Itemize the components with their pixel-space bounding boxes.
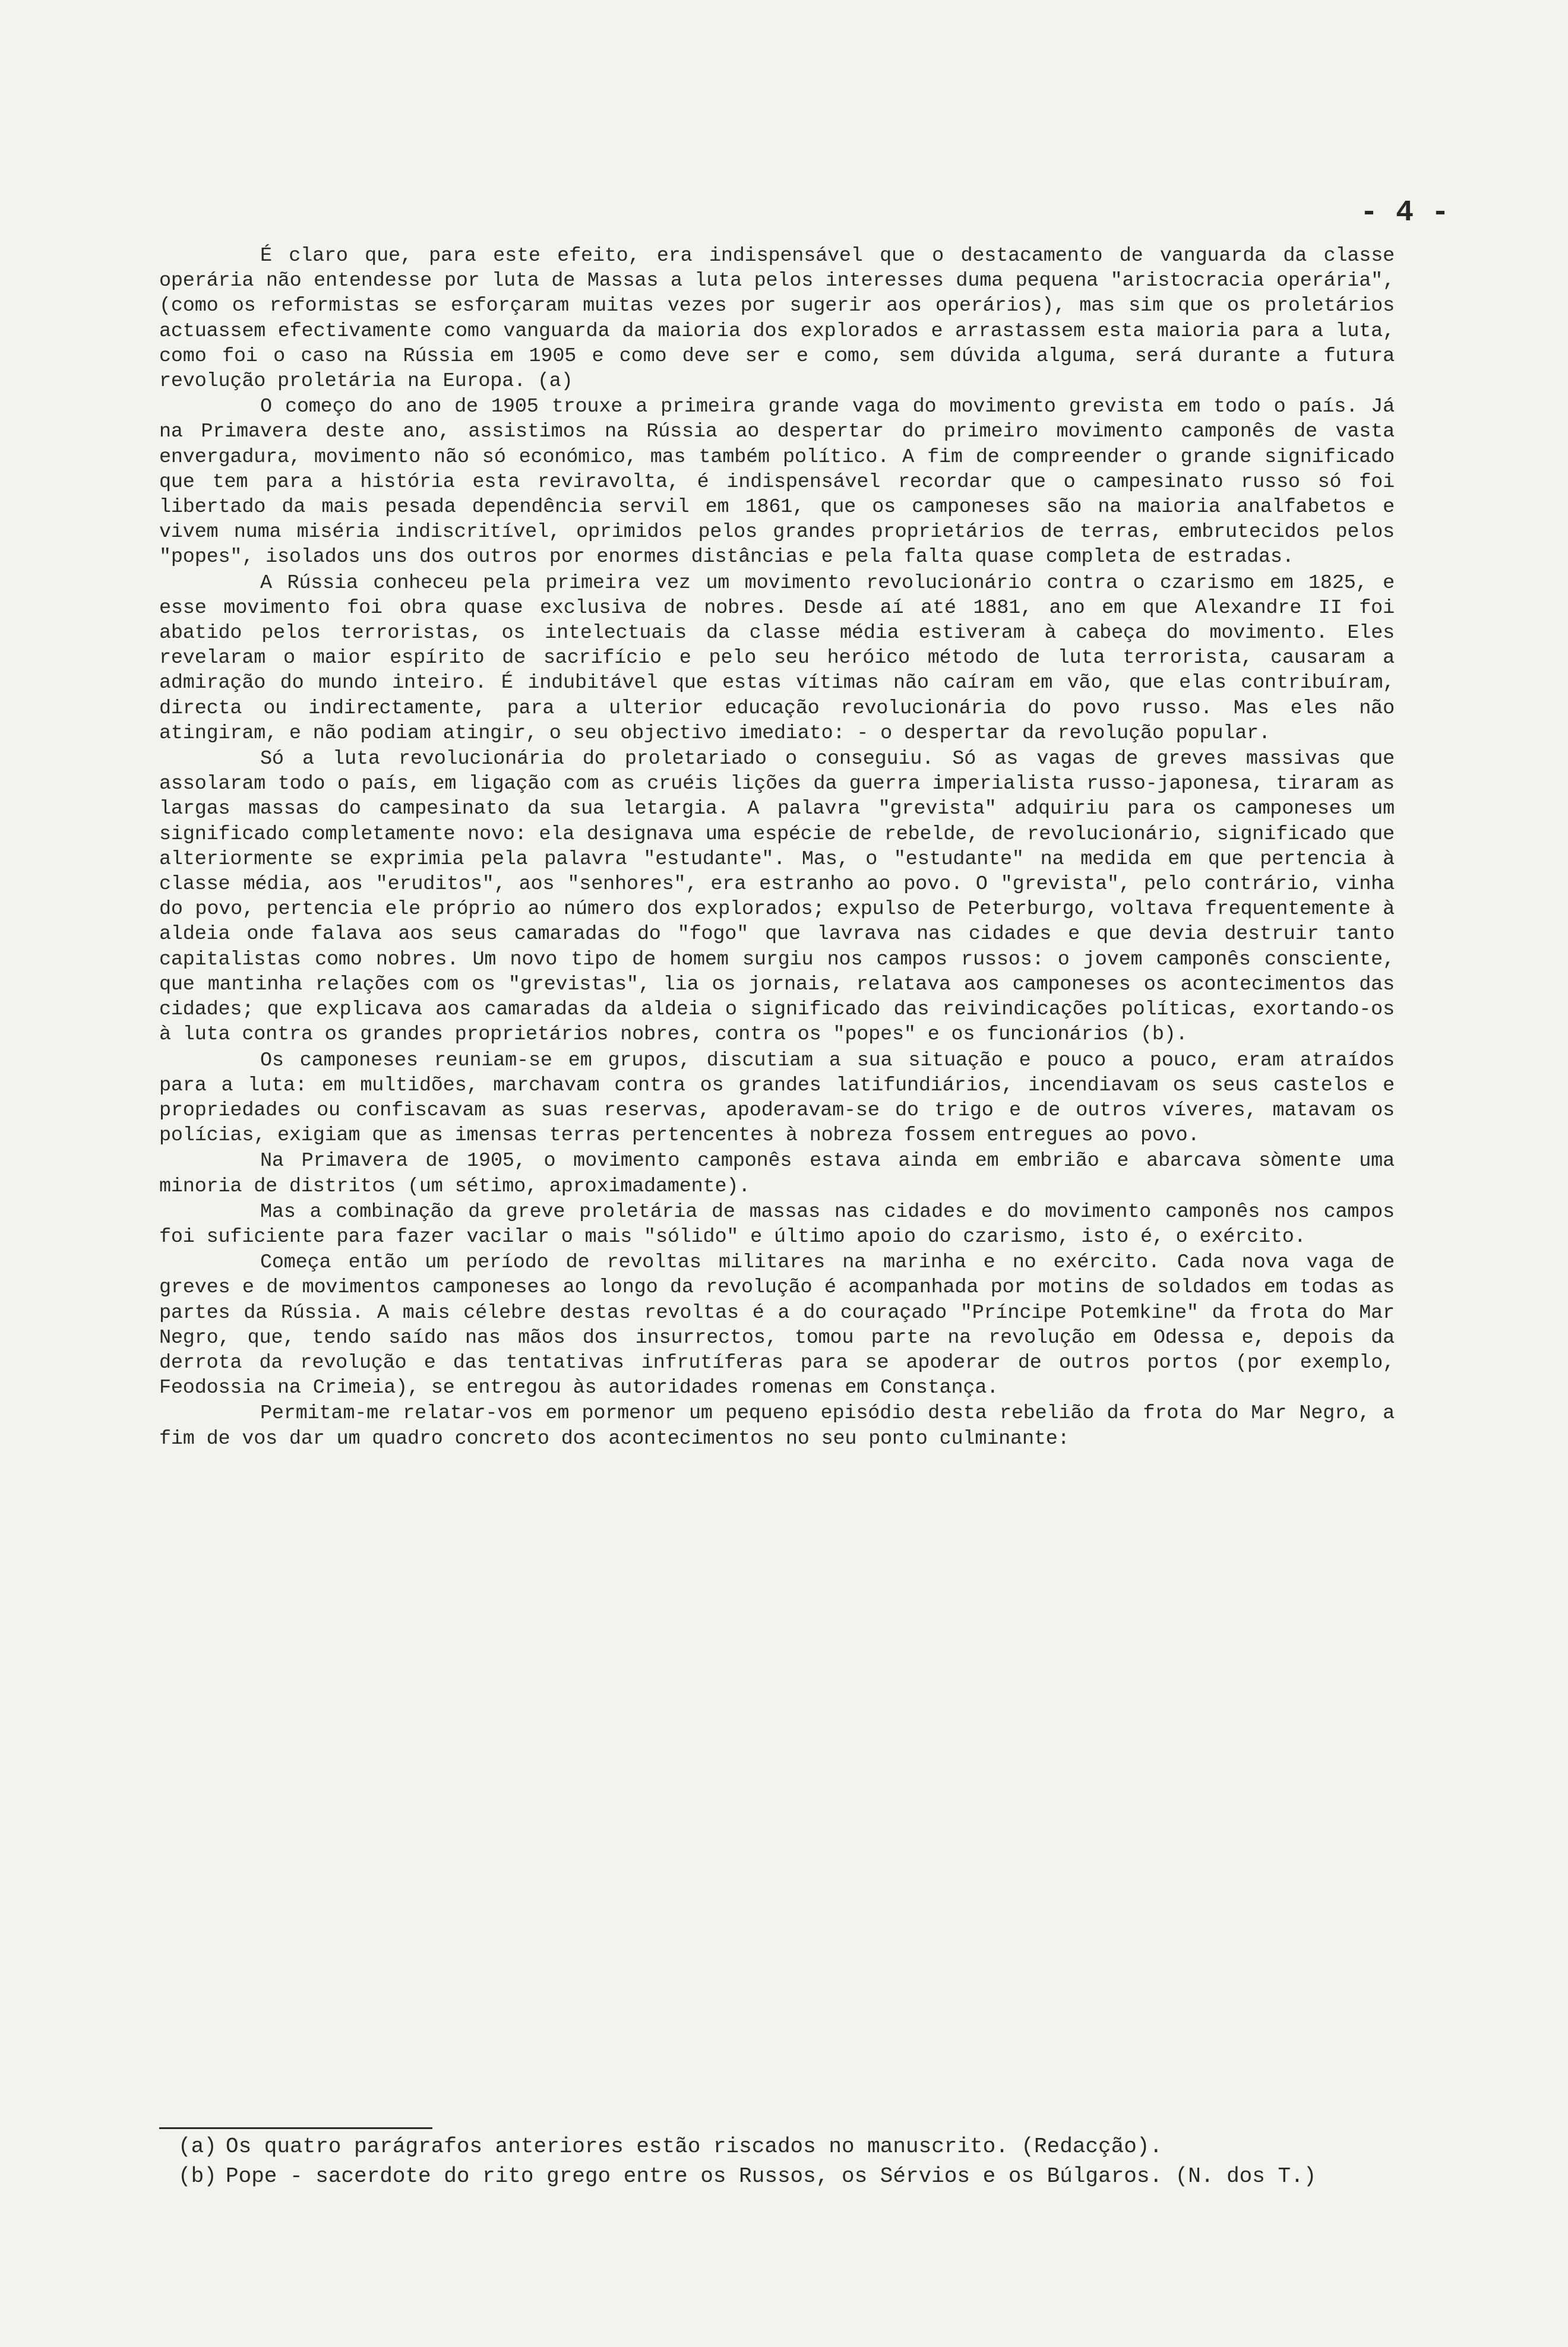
paragraph: O começo do ano de 1905 trouxe a primeira grande vaga do movimento grevista em todo o país. Já na Primavera deste ano, assistimos na Rússia ao despertar do primeiro movimento camponês de vasta envergadura, movimento não só económico, mas também político. A fim de compreender o grande significado que tem para a história esta reviravolta, é indispensável recordar que o campesinato russo só foi libertado da mais pesada dependência servil em 1861, que os camponeses são na maioria analfabetos e vivem numa miséria indiscritível, oprimidos pelos grandes proprietários de terras, embrutecidos pelos "popes", isolados uns dos outros por enormes distâncias e pela falta quase completa de estradas. [159, 396, 1395, 569]
footnote-marker: (b) [178, 2164, 217, 2188]
body-text [159, 243, 1395, 1451]
paragraph: Começa então um período de revoltas militares na marinha e no exército. Cada nova vaga de greves e de movimentos camponeses ao longo da revolução é acompanhada por motins de soldados em todas as partes da Rússia. A mais célebre destas revoltas é a do couraçado "Príncipe Potemkine" da frota do Mar Negro, que, tendo saído nas mãos dos insurrectos, tomou parte na revolução em Odessa e, depois da derrota da revolução e das tentativas infrutíferas para se apoderar de outros portos (por exemplo, Feodossia na Crimeia), se entregou às autoridades romenas em Constança. [159, 1251, 1395, 1400]
paragraph: Na Primavera de 1905, o movimento camponês estava ainda em embrião e abarcava sòmente uma minoria de distritos (um sétimo, aproximadamente). [159, 1150, 1395, 1198]
paragraph: É claro que, para este efeito, era indispensável que o destacamento de vanguarda da classe operária não entendesse por luta de Massas a luta pelos interesses duma pequena "aristocracia operária", (como os reformistas se esforçaram muitas vezes por sugerir aos operários), mas sim que os proletários actuassem efectivamente como vanguarda da maioria dos explorados e arrastassem esta maioria para a luta, como foi o caso na Rússia em 1905 e como deve ser e como, sem dúvida alguma, será durante a futura revolução proletária na Europa. (a) [159, 245, 1395, 393]
footnote-divider [159, 2127, 432, 2129]
paragraph: Mas a combinação da greve proletária de massas nas cidades e do movimento camponês nos campos foi suficiente para fazer vacilar o mais "sólido" e último apoio do czarismo, isto é, o exército. [159, 1200, 1395, 1248]
footnote-text: Pope - sacerdote do rito grego entre os Russos, os Sérvios e os Búlgaros. (N. dos T.) [226, 2164, 1317, 2188]
footnote-marker: (a) [178, 2134, 217, 2159]
paragraph: Permitam-me relatar-vos em pormenor um pequeno episódio desta rebelião da frota do Mar Negro, a fim de vos dar um quadro concreto dos acontecimentos no seu ponto culminante: [159, 1402, 1395, 1450]
paragraph: A Rússia conheceu pela primeira vez um movimento revolucionário contra o czarismo em 1825, e esse movimento foi obra quase exclusiva de nobres. Desde aí até 1881, ano em que Alexandre II foi abatido pelos terroristas, os intelectuais da classe média estiveram à cabeça do movimento. Eles revelaram o maior espírito de sacrifício e pelo seu heróico método de luta terrorista, causaram a admiração do mundo inteiro. É indubitável que estas vítimas não caíram em vão, que elas contribuíram, directa ou indirectamente, para a ulterior educação revolucionária do povo russo. Mas eles não atingiram, e não podiam atingir, o seu objectivo imediato: - o despertar da revolução popular. [159, 571, 1395, 745]
footnote-a [178, 2133, 1390, 2161]
page-number: - 4 - [1360, 196, 1450, 230]
footnote-text: Os quatro parágrafos anteriores estão riscados no manuscrito. (Redacção). [226, 2134, 1163, 2159]
paragraph: Só a luta revolucionária do proletariado o conseguiu. Só as vagas de greves massivas que assolaram todo o país, em ligação com as cruéis lições da guerra imperialista russo-japonesa, tiraram as largas massas do campesinato da sua letargia. A palavra "grevista" adquiriu para os camponeses um significado completamente novo: ela designava uma espécie de rebelde, de revolucionário, significado que alteriormente se exprimia pela palavra "estudante". Mas, o "estudante" na medida em que pertencia à classe média, aos "eruditos", aos "senhores", era estranho ao povo. O "grevista", pelo contrário, vinha do povo, pertencia ele próprio ao número dos explorados; expulso de Peterburgo, voltava frequentemente à aldeia onde falava aos seus camaradas do "fogo" que lavrava nas cidades e que devia destruir tanto capitalistas como nobres. Um novo tipo de homem surgiu nos campos russos: o jovem camponês consciente, que mantinha relações com os "grevistas", lia os jornais, relatava aos camponeses os acontecimentos das cidades; que explicava aos camaradas da aldeia o significado das reivindicações políticas, exortando-os à luta contra os grandes proprietários nobres, contra os "popes" e os funcionários (b). [159, 748, 1395, 1046]
paragraph: Os camponeses reuniam-se em grupos, discutiam a sua situação e pouco a pouco, eram atraídos para a luta: em multidões, marchavam contra os grandes latifundiários, incendiavam os seus castelos e propriedades ou confiscavam as suas reservas, apoderavam-se do trigo e de outros víveres, matavam os polícias, exigiam que as imensas terras pertencentes à nobreza fossem entregues ao povo. [159, 1049, 1395, 1147]
footnotes [178, 2133, 1390, 2193]
footnote-b [178, 2163, 1390, 2190]
